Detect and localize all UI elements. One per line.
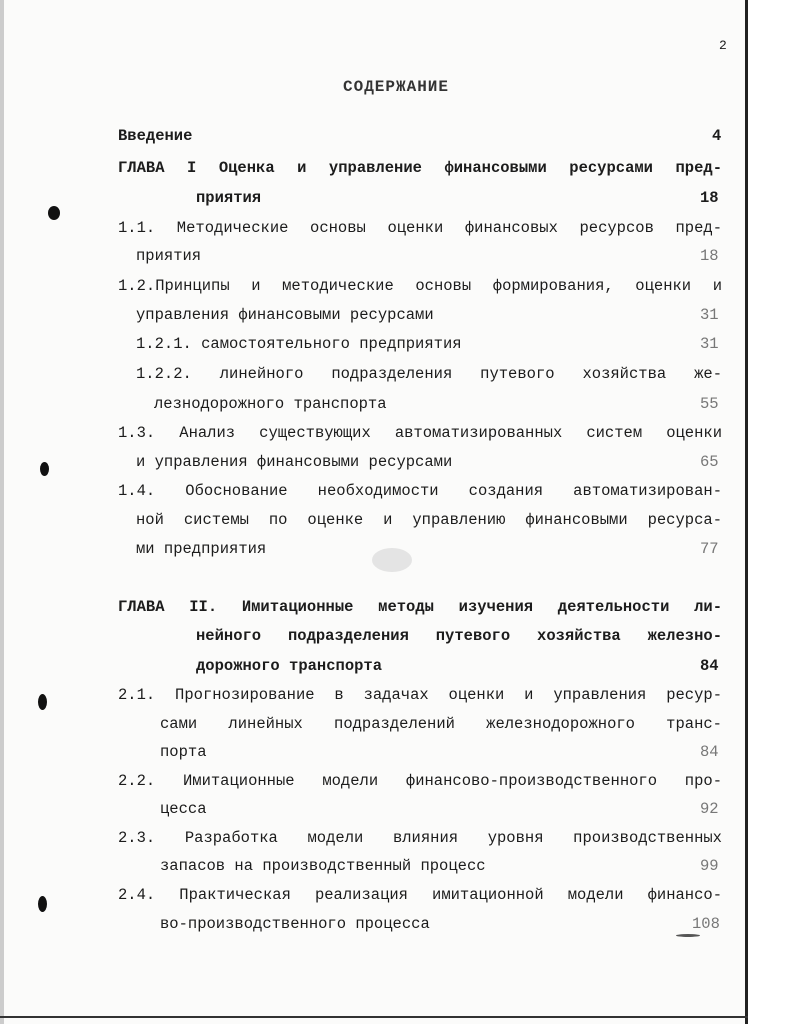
toc-section-1-4-page: 77: [700, 540, 719, 558]
toc-section-1-2-2-line1: 1.2.2. линейного подразделения путевого хозяйства же-: [136, 365, 722, 383]
toc-section-2-4-line2: во-производственного процесса: [160, 915, 430, 933]
toc-section-1-1-page: 18: [700, 247, 719, 265]
punch-hole-mark: [48, 206, 60, 220]
toc-chapter2-page: 84: [700, 657, 719, 675]
scan-margin: [748, 0, 792, 1024]
toc-intro-label: Введение: [118, 127, 193, 145]
toc-section-2-3-line1: 2.3. Разработка модели влияния уровня производственных: [118, 829, 722, 847]
toc-section-2-1-line2: сами линейных подразделений железнодорожного транс-: [160, 715, 722, 733]
scan-noise: [676, 934, 700, 937]
scan-noise: [372, 548, 412, 572]
toc-section-2-3-page: 99: [700, 857, 719, 875]
scan-left-shadow: [0, 0, 4, 1024]
toc-section-1-3-line2: и управления финансовыми ресурсами: [136, 453, 453, 471]
page-title: СОДЕРЖАНИЕ: [342, 78, 449, 96]
toc-section-1-2-line1: 1.2.Принципы и методические основы формирования, оценки и: [118, 277, 722, 295]
toc-section-1-2-2-line2: лезнодорожного транспорта: [154, 395, 387, 413]
toc-section-1-2-page: 31: [700, 306, 719, 324]
punch-hole-mark: [40, 462, 49, 476]
toc-section-2-1-line1: 2.1. Прогнозирование в задачах оценки и управления ресур-: [118, 686, 722, 704]
toc-section-1-2-1-page: 31: [700, 335, 719, 353]
toc-section-2-2-line1: 2.2. Имитационные модели финансово-производственного про-: [118, 772, 722, 790]
toc-section-1-1-line1: 1.1. Методические основы оценки финансовых ресурсов пред-: [118, 219, 722, 237]
toc-intro-page: 4: [712, 127, 722, 145]
toc-section-1-4-line1: 1.4. Обоснование необходимости создания автоматизирован-: [118, 482, 722, 500]
toc-section-2-1-line3: порта: [160, 743, 207, 761]
punch-hole-mark: [38, 896, 47, 912]
toc-section-2-2-page: 92: [700, 800, 719, 818]
toc-section-1-3-page: 65: [700, 453, 719, 471]
toc-section-2-4-line1: 2.4. Практическая реализация имитационной модели финансо-: [118, 886, 722, 904]
toc-section-2-1-page: 84: [700, 743, 719, 761]
punch-hole-mark: [38, 694, 47, 710]
toc-chapter1-page: 18: [700, 189, 719, 207]
toc-chapter2-line1: ГЛАВА II. Имитационные методы изучения деятельности ли-: [118, 598, 722, 616]
scan-bottom-edge: [0, 1016, 748, 1018]
toc-section-2-3-line2: запасов на производственный процесс: [160, 857, 486, 875]
page-number: 2: [719, 38, 727, 53]
toc-section-1-4-line2: ной системы по оценке и управлению финансовыми ресурса-: [136, 511, 722, 529]
toc-chapter2-line2: нейного подразделения путевого хозяйства железно-: [196, 627, 722, 645]
toc-section-2-4-page: 108: [692, 915, 720, 933]
toc-chapter2-line3: дорожного транспорта: [196, 657, 383, 675]
toc-section-1-3-line1: 1.3. Анализ существующих автоматизированных систем оценки: [118, 424, 722, 442]
toc-section-1-2-2-page: 55: [700, 395, 719, 413]
toc-chapter1-line2: приятия: [196, 189, 262, 207]
toc-section-1-4-line3: ми предприятия: [136, 540, 267, 558]
toc-section-1-2-line2: управления финансовыми ресурсами: [136, 306, 434, 324]
toc-section-1-1-line2: приятия: [136, 247, 202, 265]
toc-section-2-2-line2: цесса: [160, 800, 207, 818]
toc-chapter1-line1: ГЛАВА I Оценка и управление финансовыми ресурсами пред-: [118, 159, 722, 177]
toc-section-1-2-1: 1.2.1. самостоятельного предприятия: [136, 335, 462, 353]
